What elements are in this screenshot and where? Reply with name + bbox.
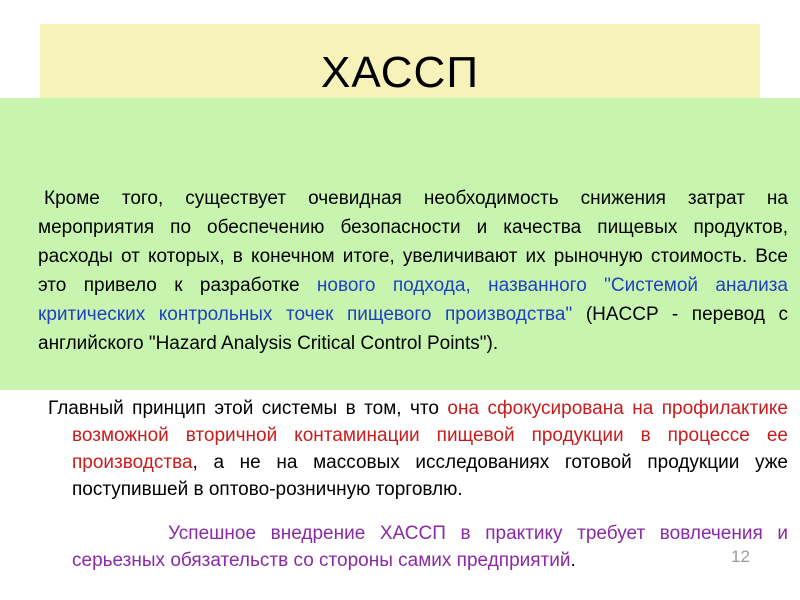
- paragraph-implementation-highlight: Успешное внедрение ХАССП в практику требует вовлечения и серьезных обязательств со стороны самих предприятий: [72, 523, 788, 571]
- paragraph-implementation-end: .: [570, 550, 576, 571]
- paragraph-principle-start: Главный принцип этой системы в том, что: [48, 398, 448, 419]
- paragraph-intro-end: (HACCP - перевод с английского "Hazard Analysis Critical Control Points").: [38, 304, 788, 354]
- paragraph-principle-highlight: она сфокусирована на профилактике возможной вторичной контаминации пищевой продукции в процессе ее производства: [72, 398, 788, 473]
- paragraph-intro-highlight: нового подхода, названного "Системой анализа критических контрольных точек пищевого производства": [38, 275, 788, 325]
- slide-title: ХАССП: [321, 48, 479, 97]
- paragraph-principle-end: , а не на массовых исследованиях готовой продукции уже поступившей в оптово-розничную торговлю.: [72, 452, 788, 500]
- paragraph-intro: [38, 184, 788, 358]
- paragraph-implementation: [72, 520, 788, 574]
- paragraph-principle: [48, 395, 788, 503]
- paragraph-intro-text: Кроме того, существует очевидная необходимость снижения затрат на мероприятия по обеспечению безопасности и качества пищевых продуктов, расходы от которых, в конечном итоге, увеличивают их рыночную стоимость. Все это привело к разработке: [38, 188, 788, 296]
- slide-number: 12: [731, 547, 750, 566]
